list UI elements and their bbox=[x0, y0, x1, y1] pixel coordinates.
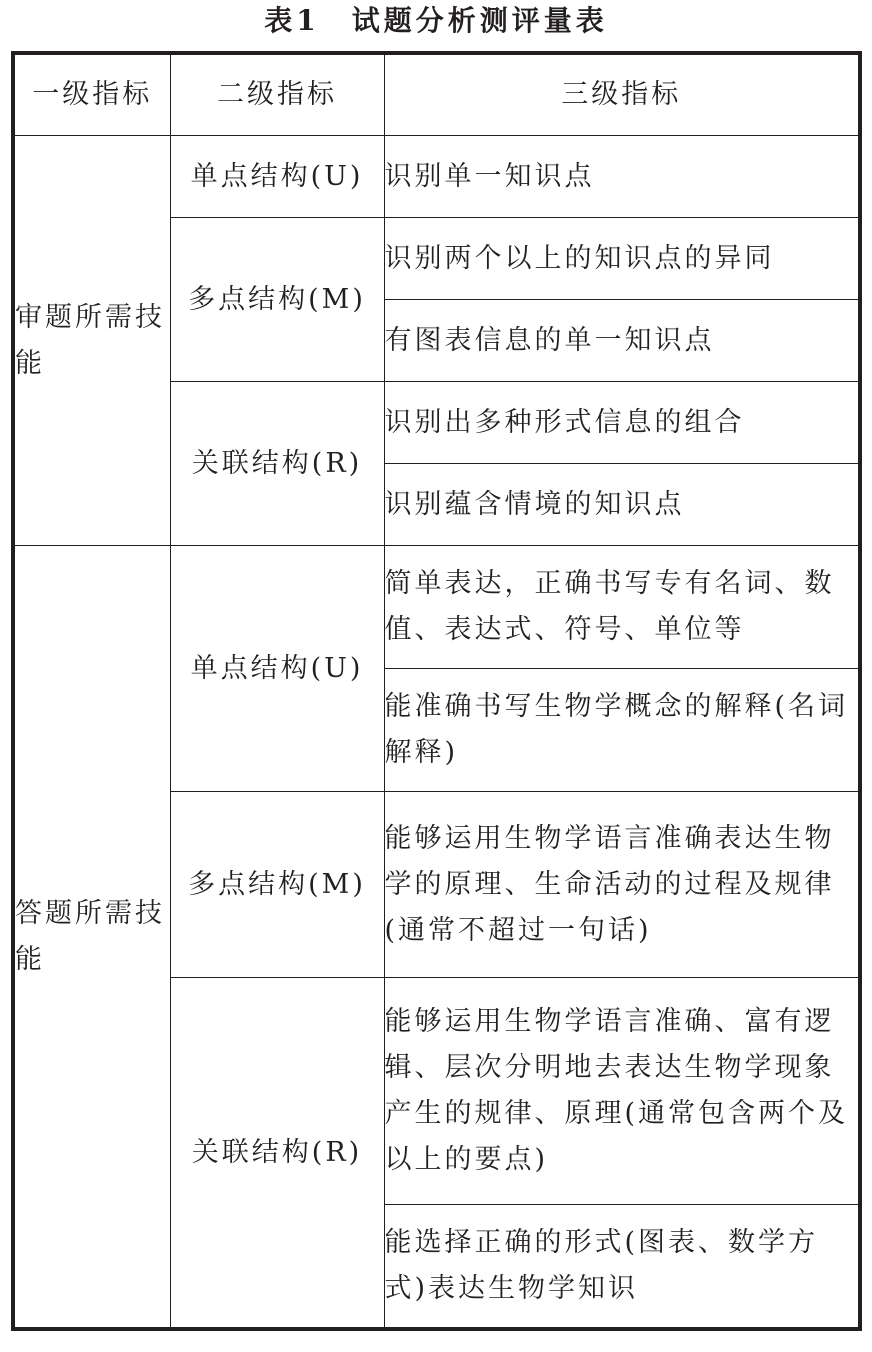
level3-cell: 能够运用生物学语言准确、富有逻辑、层次分明地去表达生物学现象产生的规律、原理(通常包含两个及以上的要点) bbox=[384, 978, 860, 1205]
level1-cell-reading: 审题所需技能 bbox=[13, 136, 170, 546]
level2-cell: 多点结构(M) bbox=[170, 218, 384, 382]
table-caption: 表1 试题分析测评量表 bbox=[264, 4, 608, 37]
level2-cell: 关联结构(R) bbox=[170, 978, 384, 1330]
level3-cell: 能够运用生物学语言准确表达生物学的原理、生命活动的过程及规律(通常不超过一句话) bbox=[384, 792, 860, 978]
level3-cell: 能准确书写生物学概念的解释(名词解释) bbox=[384, 669, 860, 792]
level2-cell: 多点结构(M) bbox=[170, 792, 384, 978]
table-row bbox=[13, 136, 860, 218]
level2-cell: 单点结构(U) bbox=[170, 136, 384, 218]
level2-cell: 单点结构(U) bbox=[170, 546, 384, 792]
header-level3: 三级指标 bbox=[384, 53, 860, 136]
level3-cell: 有图表信息的单一知识点 bbox=[384, 300, 860, 382]
table-header-row bbox=[13, 53, 860, 136]
level3-cell: 识别两个以上的知识点的异同 bbox=[384, 218, 860, 300]
table-row bbox=[13, 546, 860, 669]
level3-cell: 识别出多种形式信息的组合 bbox=[384, 382, 860, 464]
level3-cell: 能选择正确的形式(图表、数学方式)表达生物学知识 bbox=[384, 1205, 860, 1330]
header-level1: 一级指标 bbox=[13, 53, 170, 136]
level3-cell: 识别单一知识点 bbox=[384, 136, 860, 218]
level3-cell: 识别蕴含情境的知识点 bbox=[384, 464, 860, 546]
header-level2: 二级指标 bbox=[170, 53, 384, 136]
evaluation-table bbox=[11, 51, 862, 1331]
level1-cell-answering: 答题所需技能 bbox=[13, 546, 170, 1330]
level2-cell: 关联结构(R) bbox=[170, 382, 384, 546]
level3-cell: 简单表达，正确书写专有名词、数值、表达式、符号、单位等 bbox=[384, 546, 860, 669]
